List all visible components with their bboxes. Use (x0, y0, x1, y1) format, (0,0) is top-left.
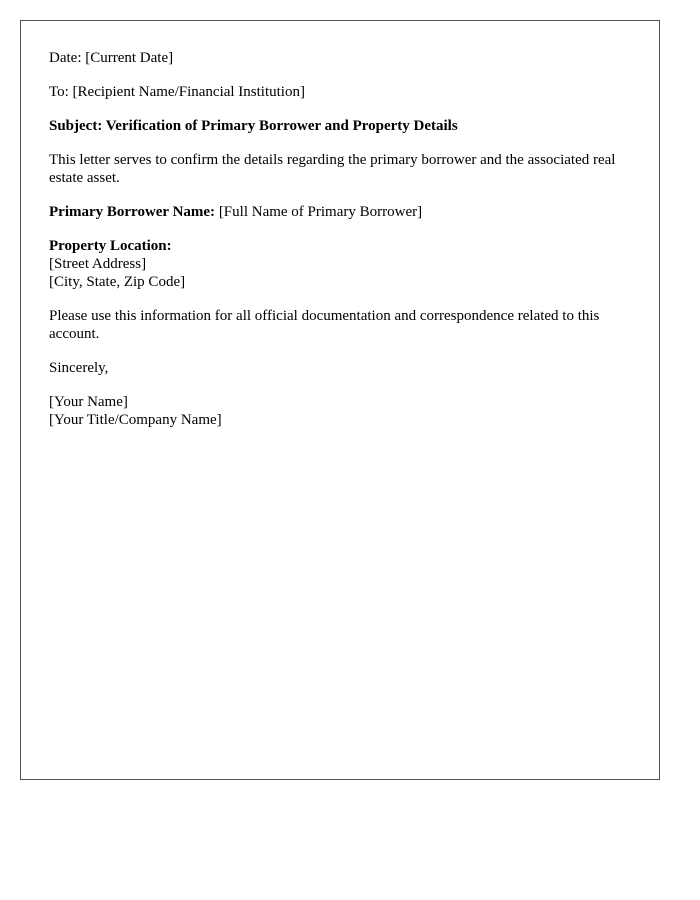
property-label: Property Location: (49, 238, 172, 254)
signature-block (49, 393, 631, 429)
city-state-zip: [City, State, Zip Code] (49, 274, 186, 290)
signer-title: [Your Title/Company Name] (49, 412, 222, 428)
borrower-value: [Full Name of Primary Borrower] (215, 204, 423, 220)
closing-line: Sincerely, (49, 360, 109, 376)
signer-name: [Your Name] (49, 394, 128, 410)
intro-paragraph: This letter serves to confirm the details regarding the primary borrower and the associated real estate asset. (49, 152, 616, 186)
subject-line: Subject: Verification of Primary Borrower and Property Details (49, 118, 458, 134)
street-address: [Street Address] (49, 256, 147, 272)
usage-paragraph: Please use this information for all official documentation and correspondence related to this account. (49, 308, 600, 342)
date-line: Date: [Current Date] (49, 50, 174, 66)
recipient-line: To: [Recipient Name/Financial Institution] (49, 84, 305, 100)
property-block (49, 237, 631, 291)
borrower-label: Primary Borrower Name: (49, 204, 216, 220)
letter-document (20, 20, 660, 780)
borrower-line (49, 203, 631, 221)
